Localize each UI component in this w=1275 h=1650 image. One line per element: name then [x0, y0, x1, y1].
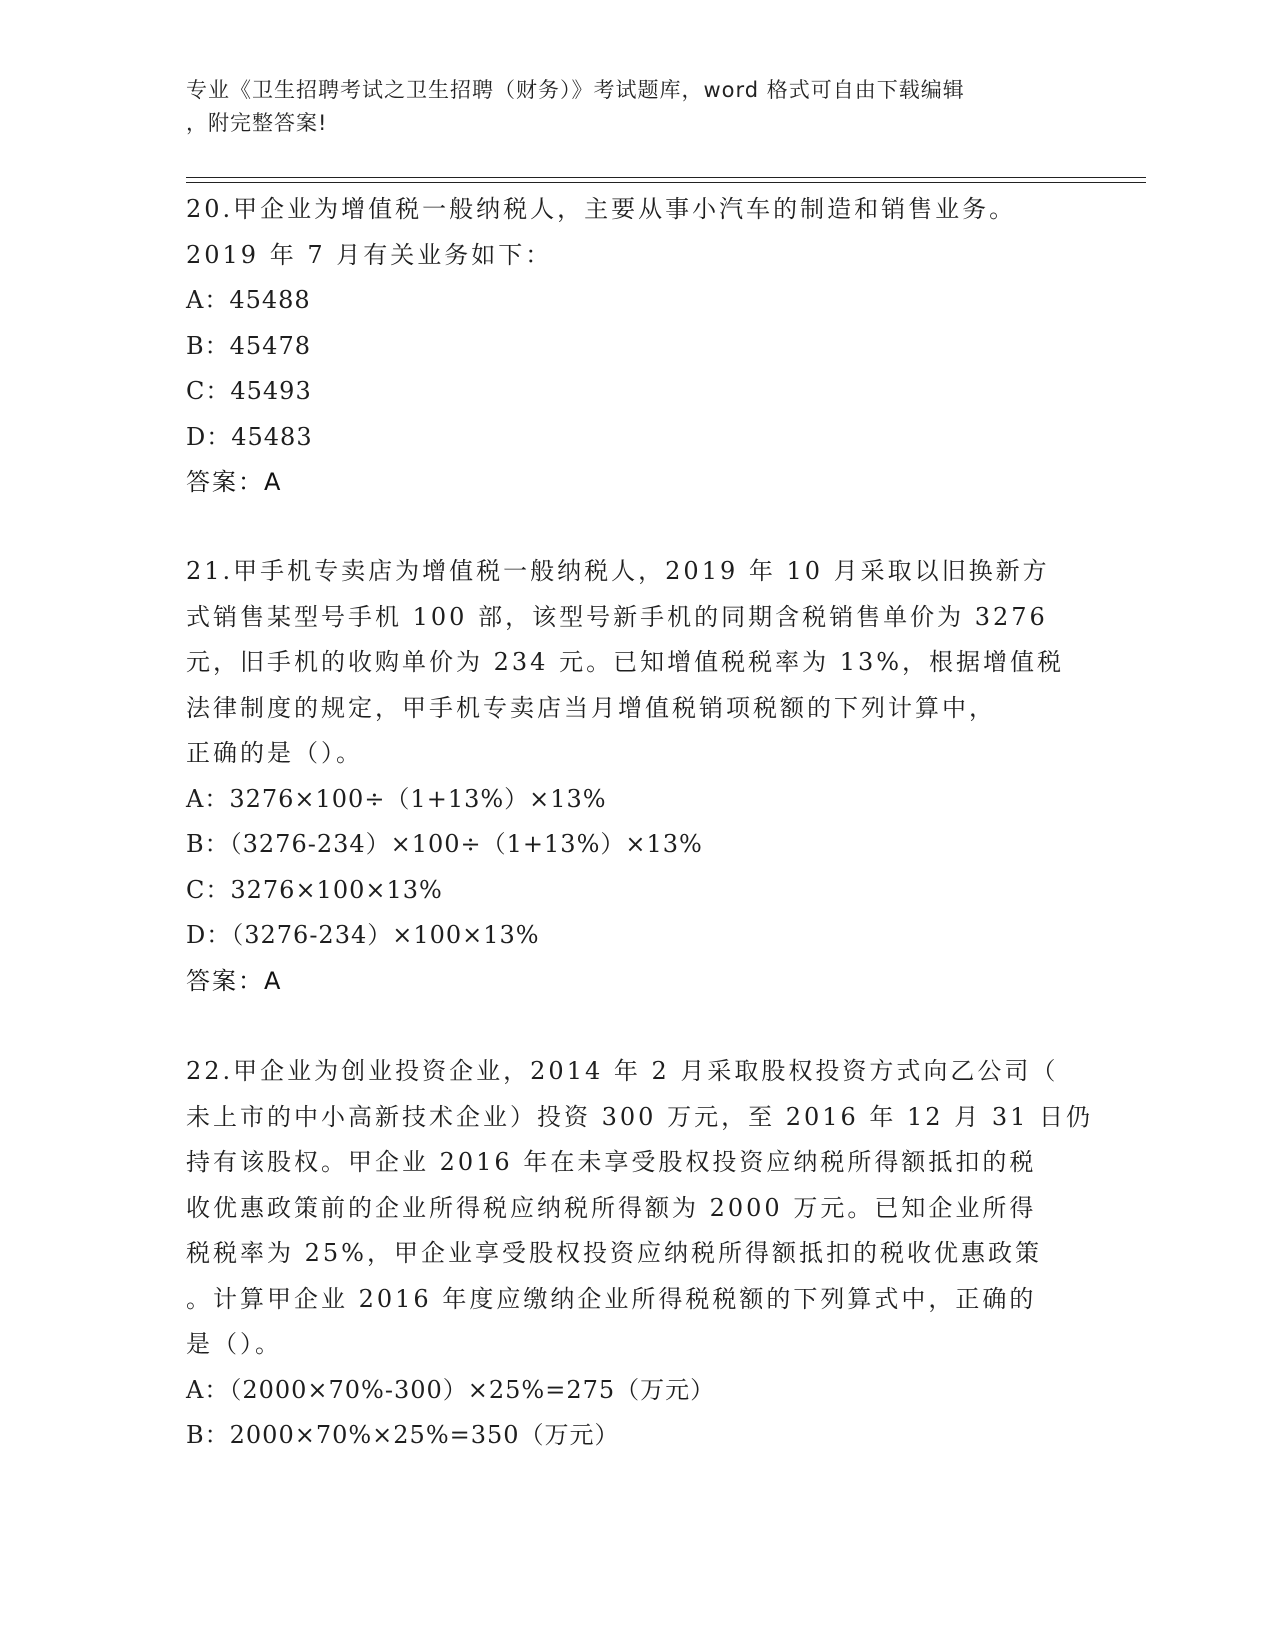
option-c: C：45493 — [186, 377, 312, 405]
answer: 答案：A — [186, 468, 283, 496]
answer: 答案：A — [186, 966, 283, 995]
question-text: 20.甲企业为增值税一般纳税人，主要从事小汽车的制造和销售业务。 — [186, 195, 1017, 223]
question-21 — [186, 549, 1086, 1004]
option-a: A：45488 — [186, 286, 311, 314]
option-b: B：2000×70%×25%=350（万元） — [186, 1421, 620, 1449]
option-a: A：3276×100÷（1+13%）×13% — [186, 784, 607, 813]
option-b: B：45478 — [186, 331, 311, 360]
header-divider — [186, 182, 1146, 183]
question-text: 是（）。 — [186, 1330, 282, 1358]
question-20 — [186, 187, 1086, 506]
option-d: D：（3276-234）×100×13% — [186, 921, 540, 949]
header-line: ，附完整答案! — [186, 111, 328, 135]
question-text: 法律制度的规定，甲手机专卖店当月增值税销项税额的下列计算中， — [186, 693, 996, 722]
question-text: 。计算甲企业 2016 年度应缴纳企业所得税税额的下列算式中，正确的 — [186, 1284, 1037, 1313]
question-text: 元，旧手机的收购单价为 234 元。已知增值税税率为 13%，根据增值税 — [186, 648, 1065, 676]
option-a: A：（2000×70%-300）×25%=275（万元） — [186, 1375, 716, 1404]
header-divider — [186, 177, 1146, 178]
option-c: C：3276×100×13% — [186, 875, 443, 904]
question-22 — [186, 1049, 1093, 1459]
question-text: 持有该股权。甲企业 2016 年在未享受股权投资应纳税所得额抵扣的税 — [186, 1148, 1037, 1176]
question-text: 22.甲企业为创业投资企业，2014 年 2 月采取股权投资方式向乙公司（ — [186, 1057, 1059, 1085]
option-d: D：45483 — [186, 422, 313, 451]
question-text: 2019 年 7 月有关业务如下： — [186, 240, 553, 269]
option-b: B：（3276-234）×100÷（1+13%）×13% — [186, 830, 703, 858]
question-text: 21.甲手机专卖店为增值税一般纳税人，2019 年 10 月采取以旧换新方 — [186, 557, 1050, 585]
question-text: 税税率为 25%，甲企业享受股权投资应纳税所得额抵扣的税收优惠政策 — [186, 1239, 1042, 1267]
question-text: 收优惠政策前的企业所得税应纳税所得额为 2000 万元。已知企业所得 — [186, 1193, 1037, 1222]
question-text: 式销售某型号手机 100 部，该型号新手机的同期含税销售单价为 3276 — [186, 602, 1048, 631]
question-text: 未上市的中小高新技术企业）投资 300 万元，至 2016 年 12 月 31 日仍 — [186, 1102, 1093, 1131]
document-header — [186, 74, 1066, 140]
question-text: 正确的是（）。 — [186, 739, 363, 767]
header-line: 专业《卫生招聘考试之卫生招聘（财务）》考试题库，word 格式可自由下载编辑 — [186, 78, 965, 102]
